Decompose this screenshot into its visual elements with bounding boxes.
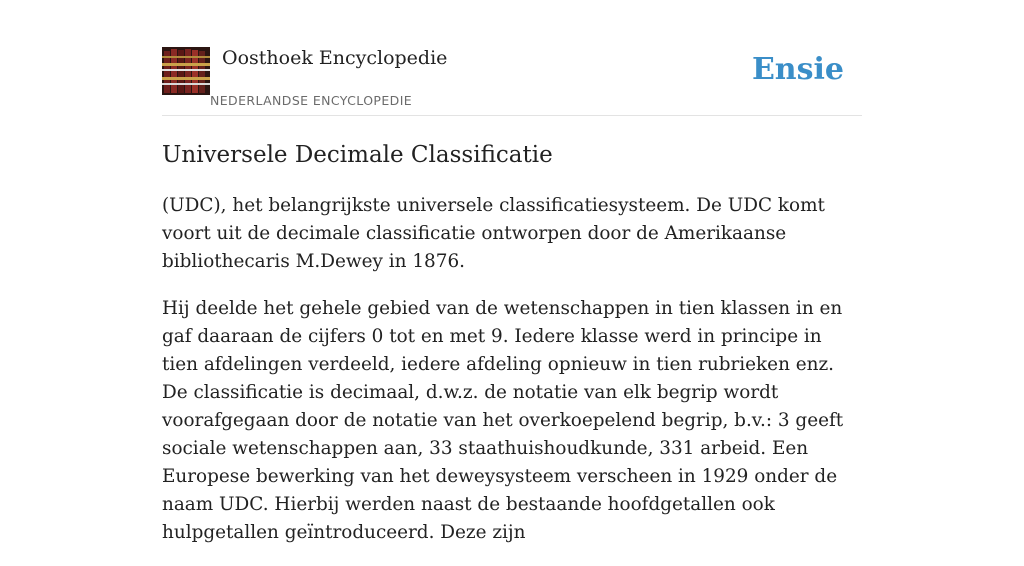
article-body [162, 192, 862, 566]
article-title: Universele Decimale Classificatie [162, 142, 553, 168]
source-subtitle: NEDERLANDSE ENCYCLOPEDIE [210, 93, 413, 108]
brand-logo-link[interactable]: Ensie [751, 52, 844, 87]
book-spines-logo-icon[interactable] [162, 47, 210, 95]
paragraph: (UDC), het belangrijkste universele classificatiesysteem. De UDC komt voort uit de decimale classificatie ontworpen door de Amerikaanse bibliothecaris M.Dewey in 1876. [162, 195, 825, 272]
header [162, 46, 862, 116]
paragraph: Hij deelde het gehele gebied van de wetenschappen in tien klassen in en gaf daaraan de cijfers 0 tot en met 9. Iedere klasse werd in principe in tien afdelingen verdeeld, iedere afdeling opnieuw in tien rubrieken enz. De classificatie is decimaal, d.w.z. de notatie van elk begrip wordt voorafgegaan door de notatie van het overkoepelend begrip, b.v.: 3 geeft sociale wetenschappen aan, 33 staathuishoudkunde, 331 arbeid. Een Europese bewerking van het deweysysteem verscheen in 1929 onder de naam UDC. Hierbij werden naast de bestaande hoofdgetallen ook hulpgetallen geïntroduceerd. Deze zijn [162, 298, 844, 543]
source-title[interactable]: Oosthoek Encyclopedie [222, 47, 448, 69]
